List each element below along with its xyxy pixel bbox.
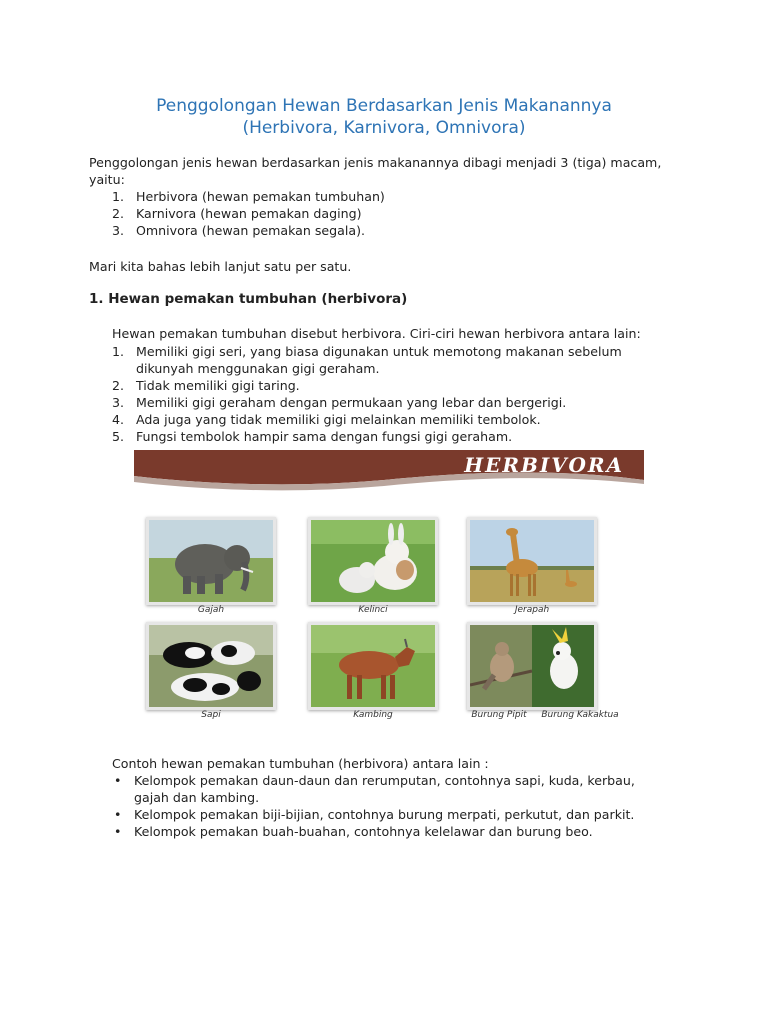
caption-gajah: Gajah <box>197 605 225 615</box>
caption-pipit: Burung Pipit <box>471 710 527 720</box>
photo-kambing <box>308 622 438 710</box>
list-item: 5. Fungsi tembolok hampir sama dengan fungsi gigi geraham. <box>112 429 513 444</box>
caption-kakaktua: Burung Kakaktua <box>541 710 619 720</box>
list-item: • Kelompok pemakan buah-buahan, contohnya kelelawar dan burung beo. <box>112 823 672 840</box>
list-item: 4. Ada juga yang tidak memiliki gigi melainkan memiliki tembolok. <box>112 412 541 427</box>
caption-kelinci: Kelinci <box>358 605 388 615</box>
banner-title: HERBIVORA <box>464 453 624 477</box>
caption-sapi: Sapi <box>201 710 221 720</box>
section-heading-herbivora: 1. Hewan pemakan tumbuhan (herbivora) <box>89 291 408 307</box>
photo-sapi <box>146 622 276 710</box>
list-item: 2. Tidak memiliki gigi taring. <box>112 378 300 393</box>
title-line-1: Penggolongan Hewan Berdasarkan Jenis Makanannya <box>156 96 612 116</box>
list-item: 3. Memiliki gigi geraham dengan permukaan yang lebar dan bergerigi. <box>112 395 567 410</box>
herbivora-figure <box>134 450 644 726</box>
list-item: 1. Herbivora (hewan pemakan tumbuhan) <box>112 189 385 204</box>
photo-gajah <box>146 517 276 605</box>
title-line-2: (Herbivora, Karnivora, Omnivora) <box>242 118 526 138</box>
page-title <box>0 95 768 139</box>
intro-list <box>112 188 672 239</box>
caption-jerapah: Jerapah <box>514 605 550 615</box>
intro-paragraph: Penggolongan jenis hewan berdasarkan jenis makanannya dibagi menjadi 3 (tiga) macam, yaitu: <box>89 155 662 187</box>
photo-burung <box>467 622 597 710</box>
herbivora-lead: Hewan pemakan tumbuhan disebut herbivora. Ciri-ciri hewan herbivora antara lain: <box>112 326 641 341</box>
herbivora-traits-list <box>112 343 672 445</box>
examples-list <box>112 772 672 840</box>
list-item: 2. Karnivora (hewan pemakan daging) <box>112 206 362 221</box>
list-item: 1. Memiliki gigi seri, yang biasa digunakan untuk memotong makanan sebelum dikunyah menggunakan gigi geraham. <box>112 344 622 376</box>
photo-jerapah <box>467 517 597 605</box>
caption-kambing: Kambing <box>353 710 393 720</box>
examples-lead: Contoh hewan pemakan tumbuhan (herbivora) antara lain : <box>112 756 489 771</box>
list-item: 3. Omnivora (hewan pemakan segala). <box>112 223 366 238</box>
list-item: • Kelompok pemakan daun-daun dan rerumputan, contohnya sapi, kuda, kerbau, gajah dan kambing. <box>112 772 672 806</box>
photo-kelinci <box>308 517 438 605</box>
list-item: • Kelompok pemakan biji-bijian, contohnya burung merpati, perkutut, dan parkit. <box>112 806 672 823</box>
discuss-paragraph: Mari kita bahas lebih lanjut satu per satu. <box>89 259 352 274</box>
